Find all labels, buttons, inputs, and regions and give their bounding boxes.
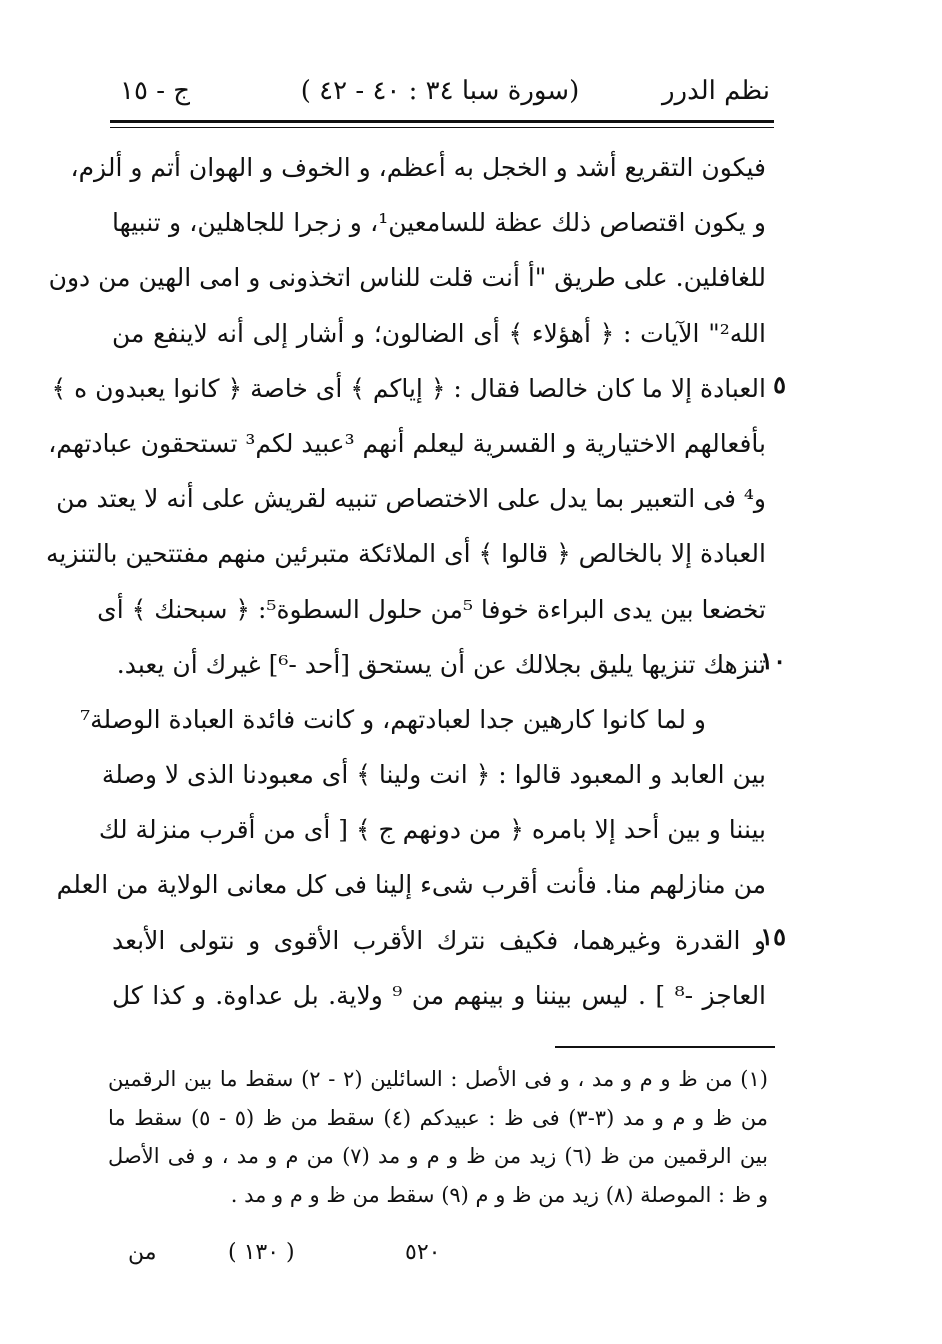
footnote-line: و ظ : الموصلة (٨) زيد من ظ و م (٩) سقط من ظ و م و مد .	[230, 1182, 768, 1207]
header-rule-thin	[110, 127, 774, 128]
text-line: بأفعالهم الاختيارية و القسرية ليعلم أنهم ³عبيد لكم³ تستحقون عبادتهم،	[48, 428, 766, 458]
text-line: و القدرة وغيرهما، فكيف نترك الأقرب الأقوى و نتولى الأبعد	[112, 925, 766, 955]
text-line: العبادة إلا ما كان خالصا فقال : ﴿ إياكم ﴾ أى خاصة ﴿ كانوا يعبدون ه ﴾	[51, 373, 766, 403]
text-line: للغافلين. على طريق "أ أنت قلت للناس اتخذونى و امى الهين من دون	[48, 263, 766, 293]
page-number: ٥٢٠	[405, 1240, 441, 1265]
signature-mark: ( ١٣٠ )	[228, 1240, 295, 1265]
header-rule-thick	[110, 120, 774, 123]
main-text	[46, 140, 767, 1023]
text-line: العبادة إلا بالخالص ﴿ قالوا ﴾ أى الملائكة متبرئين منهم مفتتحين بالتنزيه	[46, 539, 766, 569]
running-header	[110, 72, 770, 116]
text-line: بيننا و بين أحد إلا بامره ﴿ من دونهم ج ﴾ [ أى من أقرب منزلة لك	[98, 815, 766, 845]
footnotes	[108, 1060, 768, 1214]
footnote-line: (١) من ظ و م و مد ، و فى الأصل : السائلين (٢ - ٢) سقط ما بين الرقمين	[108, 1067, 768, 1091]
catchword: من	[128, 1240, 157, 1265]
text-line: بين العابد و المعبود قالوا : ﴿ انت ولينا ﴾ أى معبودنا الذى لا وصلة	[101, 760, 766, 790]
line-number-10: ١٠	[760, 646, 786, 675]
text-line: و⁴ فى التعبير بما يدل على الاختصاص تنبيه لقريش على أنه لا يعتد من	[56, 484, 766, 514]
line-number-5: ٥	[773, 370, 786, 399]
surah-reference: ( سورة سبا ٣٤ : ٤٠ - ٤٢)	[300, 76, 580, 106]
text-line: من منازلهم منا. فأنت أقرب شىء إلينا فى كل معانى الولاية من العلم	[56, 870, 766, 900]
page-footer	[0, 1240, 942, 1270]
footnote-rule	[555, 1046, 775, 1048]
text-line: الله²" الآيات : ﴿ أهؤلاء ﴾ أى الضالون؛ و أشار إلى أنه لاينفع من	[112, 318, 766, 348]
footnote-line: من ظ و م و مد (٣-٣) فى ظ : عبيدكم (٤) سقط من ظ (٥ - ٥) سقط ما	[108, 1105, 768, 1130]
text-line: و يكون اقتصاص ذلك عظة للسامعين¹، و زجرا للجاهلين، و تنبيها	[112, 208, 766, 238]
volume-label: ج - ١٥	[120, 76, 191, 106]
line-number-15: ١٥	[760, 922, 786, 951]
text-line: تخضعا بين يدى البراءة خوفا ⁵من حلول السطوة⁵: ﴿ سبحنك ﴾ أى	[97, 594, 766, 624]
paragraph-start-line: و لما كانوا كارهين جدا لعبادتهم، و كانت فائدة العبادة الوصلة⁷	[80, 704, 706, 734]
book-title: نظم الدرر	[661, 76, 770, 106]
text-line: العاجز -⁸ ] . ليس بيننا و بينهم من ⁹ ولاية. بل عداوة. و كذا كل	[112, 980, 767, 1010]
text-line: فيكون التقريع أشد و الخجل به أعظم، و الخوف و الهوان أتم و ألزم،	[70, 153, 766, 182]
text-line: تنزهك تنزيها يليق بجلالك عن أن يستحق [أحد -⁶] غيرك أن يعبد.	[116, 649, 766, 679]
footnote-line: بين الرقمين من ظ (٦) زيد من ظ و م و مد (٧) من م و مد ، و فى الأصل	[108, 1144, 768, 1168]
